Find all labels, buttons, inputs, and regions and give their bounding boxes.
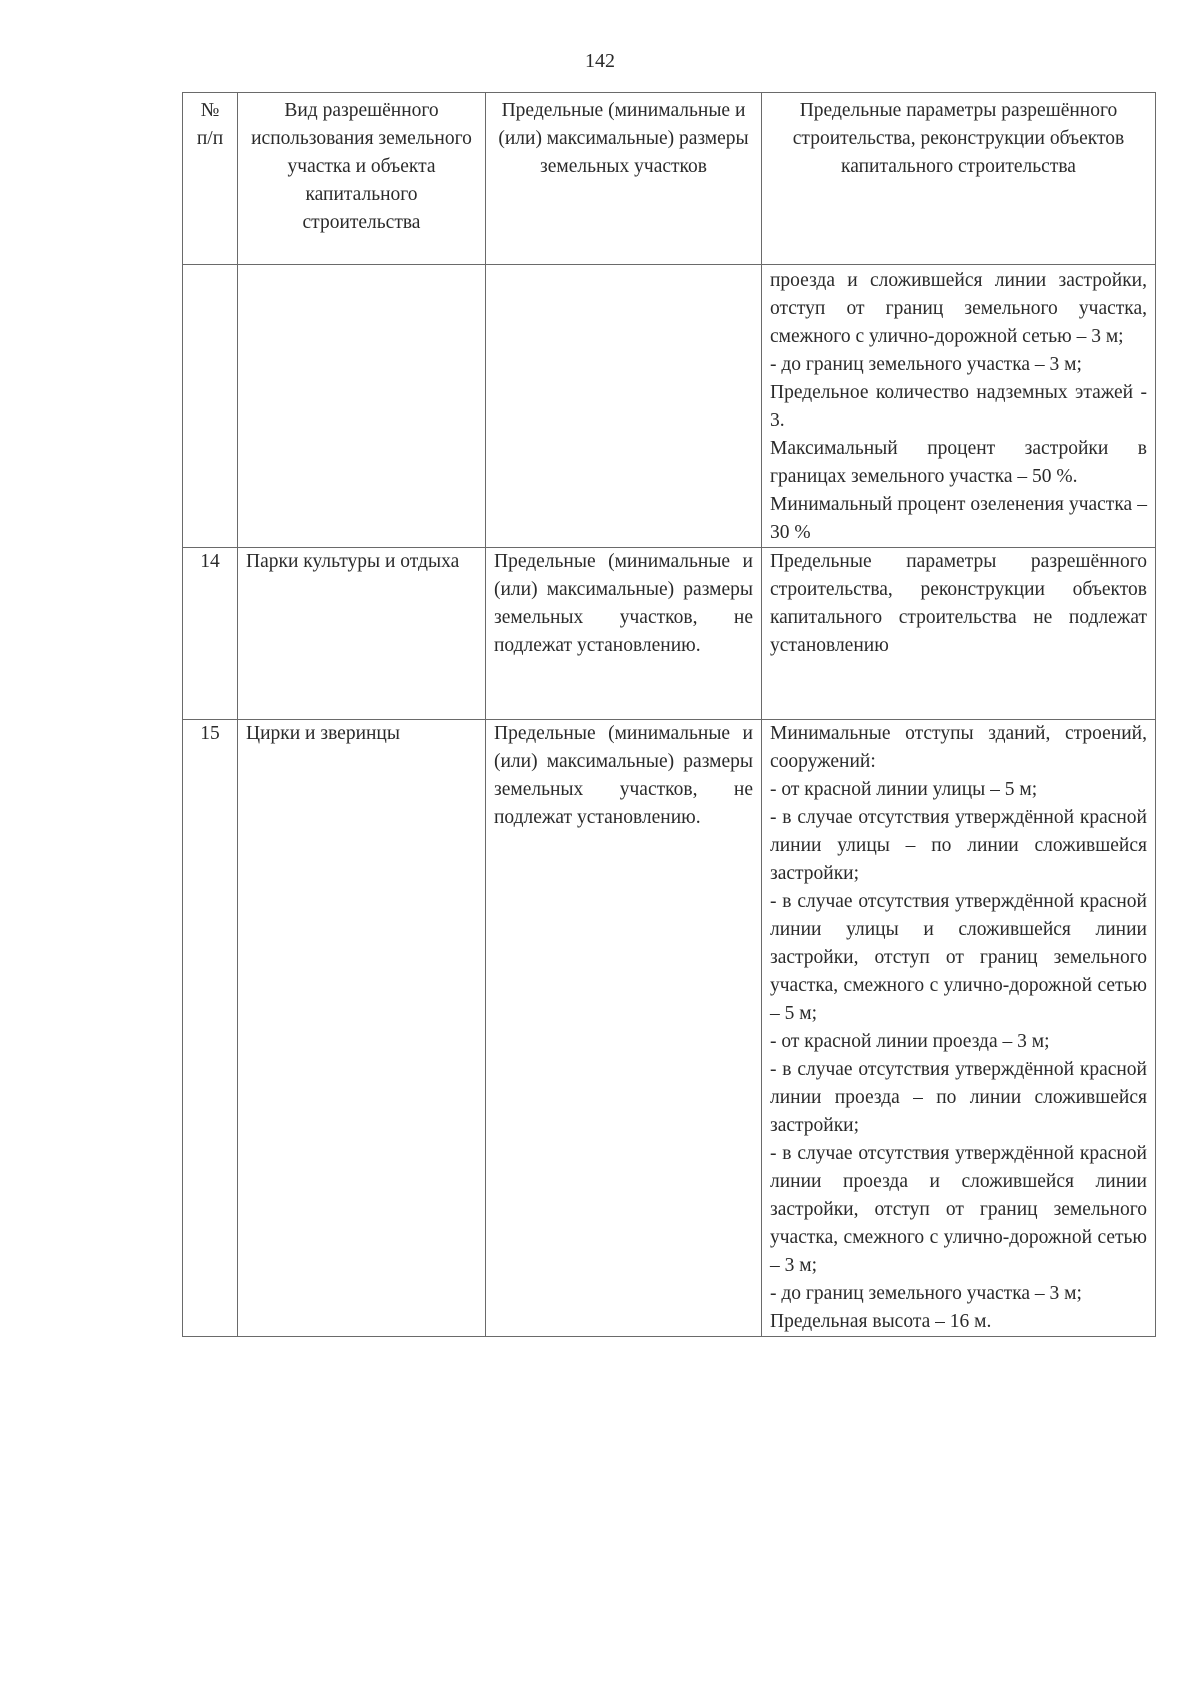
param-line: Минимальный процент озеленения участка – 30 %: [770, 494, 1147, 543]
row-number: 14: [183, 548, 238, 720]
param-line: Максимальный процент застройки в границах земельного участка – 50 %.: [770, 438, 1147, 487]
table-row-continuation: [183, 265, 1156, 548]
param-line: - от красной линии проезда – 3 м;: [770, 1031, 1050, 1052]
param-line: - в случае отсутствия утверждённой красной линии проезда – по линии сложившейся застройки;: [770, 1059, 1147, 1136]
row-construction-params: [762, 265, 1156, 548]
param-line: Минимальные отступы зданий, строений, сооружений:: [770, 723, 1147, 772]
param-line: - в случае отсутствия утверждённой красной линии улицы – по линии сложившейся застройки;: [770, 807, 1147, 884]
row-plot-sizes: Предельные (минимальные и (или) максимальные) размеры земельных участков, не подлежат установлению.: [486, 548, 762, 720]
param-line: Предельные параметры разрешённого строительства, реконструкции объектов капитального строительства не подлежат установлению: [770, 551, 1147, 656]
row-construction-params: [762, 720, 1156, 1337]
header-construction-params: Предельные параметры разрешённого строительства, реконструкции объектов капитального строительства: [762, 93, 1156, 265]
row-plot-sizes: [486, 265, 762, 548]
row-use-type: Цирки и зверинцы: [238, 720, 486, 1337]
param-line: - в случае отсутствия утверждённой красной линии проезда и сложившейся линии застройки, отступ от границ земельного участка, смежного с улично-дорожной сетью – 3 м;: [770, 1143, 1147, 1276]
header-use-type: Вид разрешённого использования земельного участка и объекта капитального строительства: [238, 93, 486, 265]
row-number: [183, 265, 238, 548]
row-use-type: [238, 265, 486, 548]
row-construction-params: [762, 548, 1156, 720]
row-use-type: Парки культуры и отдыха: [238, 548, 486, 720]
param-line: Предельная высота – 16 м.: [770, 1311, 992, 1332]
header-number: № п/п: [183, 93, 238, 265]
regulations-table: [182, 92, 1156, 1337]
table-row: [183, 720, 1156, 1337]
row-plot-sizes: Предельные (минимальные и (или) максимальные) размеры земельных участков, не подлежат установлению.: [486, 720, 762, 1337]
header-plot-sizes: Предельные (минимальные и (или) максимальные) размеры земельных участков: [486, 93, 762, 265]
table-header-row: [183, 93, 1156, 265]
param-line: - в случае отсутствия утверждённой красной линии улицы и сложившейся линии застройки, отступ от границ земельного участка, смежного с улично-дорожной сетью – 5 м;: [770, 891, 1147, 1024]
row-number: 15: [183, 720, 238, 1337]
param-line: Предельное количество надземных этажей - 3.: [770, 382, 1147, 431]
param-line: проезда и сложившейся линии застройки, отступ от границ земельного участка, смежного с улично-дорожной сетью – 3 м;: [770, 270, 1147, 347]
param-line: - до границ земельного участка – 3 м;: [770, 1283, 1082, 1304]
param-line: - от красной линии улицы – 5 м;: [770, 779, 1038, 800]
table-row: [183, 548, 1156, 720]
page-number: 142: [585, 50, 615, 72]
param-line: - до границ земельного участка – 3 м;: [770, 354, 1082, 375]
